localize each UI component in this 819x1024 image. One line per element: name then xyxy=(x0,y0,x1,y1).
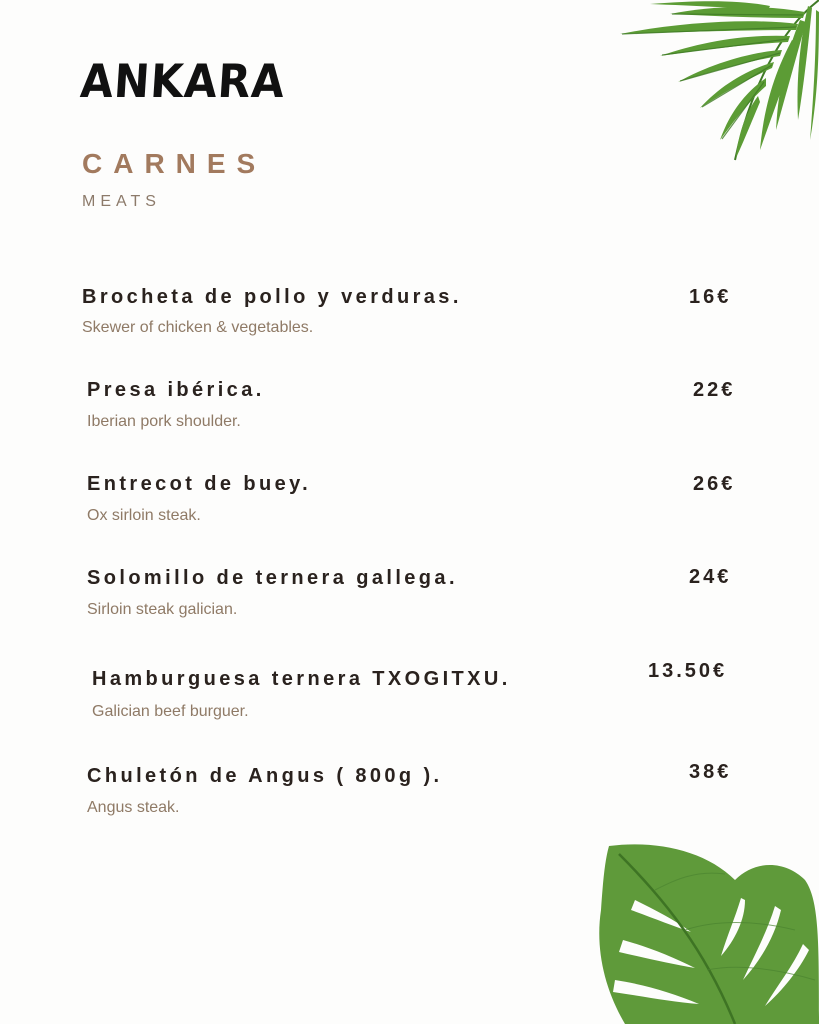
menu-item-name: Entrecot de buey. xyxy=(87,473,312,495)
menu-item-price: 38€ xyxy=(689,761,732,783)
menu-item-description: Sirloin steak galician. xyxy=(87,601,238,618)
menu-item-price: 26€ xyxy=(693,473,736,495)
section-title: CARNES xyxy=(82,148,267,179)
palm-leaf-icon xyxy=(560,0,819,165)
menu-item-description: Skewer of chicken & vegetables. xyxy=(82,319,314,336)
menu-item-price: 16€ xyxy=(689,286,732,308)
menu-item-description: Galician beef burguer. xyxy=(92,703,249,720)
monstera-leaf-icon xyxy=(595,840,819,1024)
section-subtitle: MEATS xyxy=(82,193,161,210)
menu-item-name: Brocheta de pollo y verduras. xyxy=(82,286,462,308)
menu-item-name: Hamburguesa ternera TXOGITXU. xyxy=(92,668,511,690)
menu-item-description: Iberian pork shoulder. xyxy=(87,413,241,430)
brand-logo: ANKARA xyxy=(78,54,287,108)
menu-item-price: 22€ xyxy=(693,379,736,401)
menu-item-description: Angus steak. xyxy=(87,799,180,816)
menu-item-description: Ox sirloin steak. xyxy=(87,507,201,524)
menu-item-name: Chuletón de Angus ( 800g ). xyxy=(87,765,443,787)
menu-item-name: Solomillo de ternera gallega. xyxy=(87,567,458,589)
menu-item-name: Presa ibérica. xyxy=(87,379,265,401)
menu-item-price: 13.50€ xyxy=(648,660,728,682)
menu-item-price: 24€ xyxy=(689,566,732,588)
